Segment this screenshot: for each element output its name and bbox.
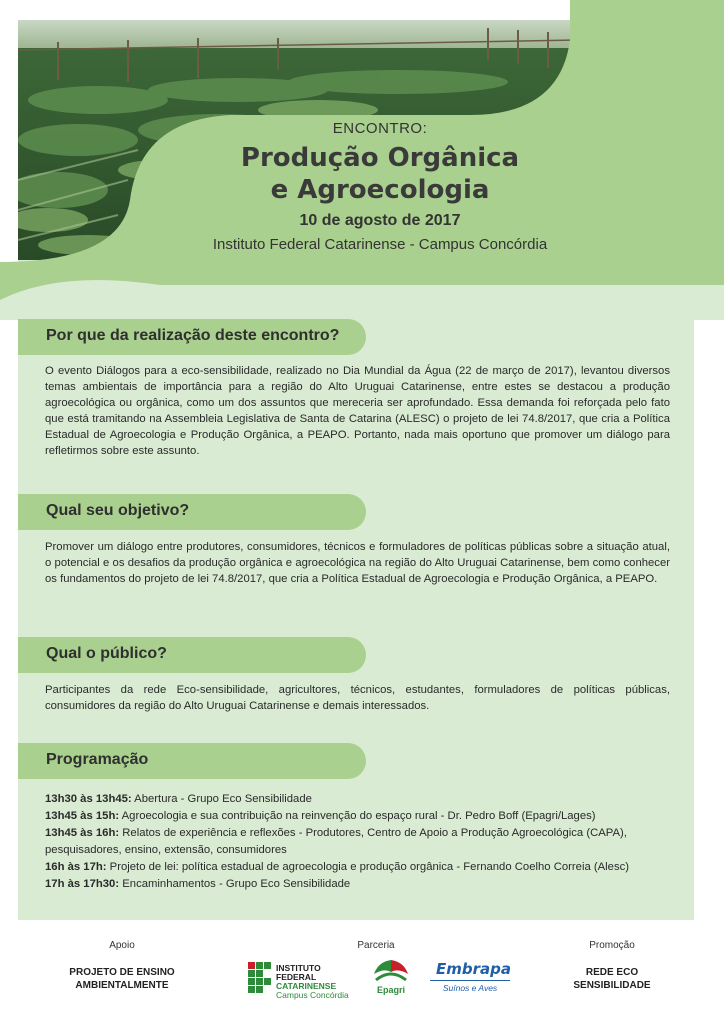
section-text-audience: Participantes da rede Eco-sensibilidade, agricultores, técnicos, estudantes, formuladores de políticas públicas, consumidores da região do Alto Uruguai Catarinense e demais interessados. (45, 684, 670, 712)
program-time: 13h45 às 16h: (45, 827, 120, 839)
program-list (45, 791, 675, 893)
footer-apoio-label: Apoio (109, 940, 135, 951)
title-line-2: e Agroecologia (270, 175, 490, 205)
section-header-objective (18, 494, 366, 530)
embrapa-subtitle: Suínos e Aves (442, 983, 498, 993)
apoio-line-1: PROJETO DE ENSINO (69, 967, 175, 978)
section-header-audience (18, 637, 366, 673)
section-header-program (18, 743, 366, 779)
program-item (45, 808, 675, 825)
section-text-objective: Promover um diálogo entre produtores, consumidores, técnicos e formuladores de políticas públicas sobre a situação atual, o potencial e os desafios da produção orgânica e agroecológica na região do Alto Uruguai Catarinense, bem como conhecer os fundamentos do projeto de lei 74.8/2017, que cria a Política Estadual de Agroecologia e Produção Orgânica, a PEAPO. (45, 541, 670, 585)
section-title-audience: Qual o público? (46, 645, 167, 662)
program-time: 13h45 às 15h: (45, 810, 120, 822)
footer-apoio-name (52, 966, 192, 992)
if-name-line-1: INSTITUTO FEDERAL (276, 963, 321, 982)
if-name-line-2: CATARINENSE (276, 981, 337, 991)
program-item (45, 791, 675, 808)
program-desc: Abertura - Grupo Eco Sensibilidade (131, 793, 312, 805)
epagri-logo (370, 958, 412, 998)
program-time: 13h30 às 13h45: (45, 793, 132, 805)
program-time: 16h às 17h: (45, 861, 107, 873)
embrapa-name: Embrapa (436, 960, 511, 978)
epagri-leaf-icon (370, 958, 412, 984)
program-time: 17h às 17h30: (45, 878, 120, 890)
program-item (45, 876, 675, 893)
instituto-federal-logo (248, 962, 358, 1000)
section-header-why (18, 319, 366, 355)
promocao-line-1: REDE ECO (585, 967, 639, 978)
embrapa-divider (430, 980, 510, 981)
program-desc: Relatos de experiência e reflexões - Produtores, Centro de Apoio a Produção Agroecológica (CAPA), pesquisadores, ensino, extensão, consumidores (45, 827, 627, 856)
promocao-line-2: SENSIBILIDADE (573, 980, 651, 991)
event-date: 10 de agosto de 2017 (299, 212, 461, 229)
if-name-line-3: Campus Concórdia (276, 990, 349, 1000)
section-title-objective: Qual seu objetivo? (46, 502, 190, 519)
footer-promocao-name (542, 966, 682, 992)
program-desc: Encaminhamentos - Grupo Eco Sensibilidade (119, 878, 351, 890)
section-text-why: O evento Diálogos para a eco-sensibilidade, realizado no Dia Mundial da Água (22 de março de 2017), levantou diversos temas ambientais de importância para a região do Alto Uruguai Catarinense, entre estes se destacou a produção agroecológica ou orgânica, como um dos assuntos que mereceria ser aprofundado. Essa demanda foi reforçada pelo fato que está tramitando na Assembleia Legislativa de Santa de Catarina (ALESC) o projeto de lei 74.8/2017, que cria a Política Estadual de Agroecologia e Produção Orgânica, a PEAPO. Portanto, nada mais oportuno que promover um diálogo para refletirmos sobre este assunto. (45, 365, 670, 457)
footer-parceria-label: Parceria (357, 940, 395, 951)
if-grid-icon (248, 962, 272, 994)
program-desc: Projeto de lei: política estadual de agroecologia e produção orgânica - Fernando Coelho Correia (Alesc) (106, 861, 630, 873)
program-item (45, 825, 675, 859)
title-line-1: Produção Orgânica (240, 143, 520, 173)
epagri-name: Epagri (376, 985, 405, 995)
header-kicker: ENCONTRO: (332, 120, 428, 137)
footer-promocao-label: Promoção (589, 940, 635, 951)
event-institution: Instituto Federal Catarinense - Campus Concórdia (212, 236, 548, 253)
section-title-why: Por que da realização deste encontro? (46, 327, 340, 344)
apoio-line-2: AMBIENTALMENTE (75, 980, 169, 991)
section-title-program: Programação (46, 751, 149, 768)
embrapa-logo (430, 960, 510, 1000)
page-title (200, 142, 560, 206)
program-item (45, 859, 675, 876)
program-desc: Agroecologia e sua contribuição na reinvenção do espaço rural - Dr. Pedro Boff (Epagri/Lages) (119, 810, 596, 822)
